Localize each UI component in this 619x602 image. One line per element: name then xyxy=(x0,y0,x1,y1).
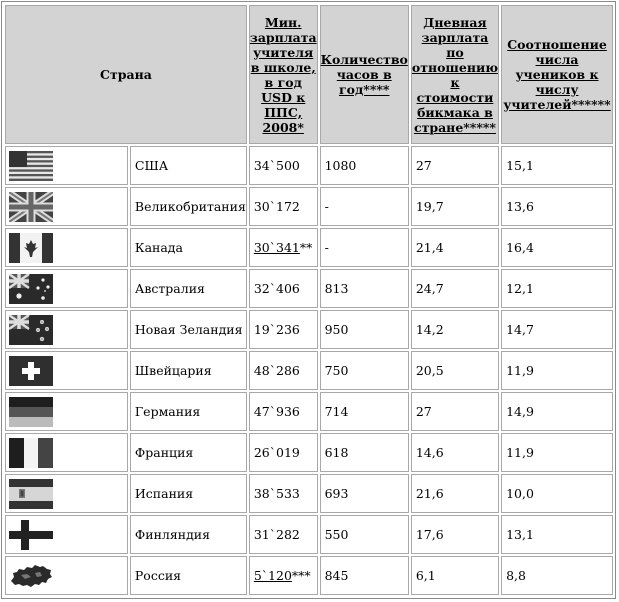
table-row xyxy=(5,392,613,431)
daily-cell: 21,4 xyxy=(411,228,499,267)
daily-cell: 19,7 xyxy=(411,187,499,226)
table-container xyxy=(1,1,616,599)
ratio-cell: 16,4 xyxy=(501,228,613,267)
salary-cell: 34`500 xyxy=(249,146,318,185)
flag-cell xyxy=(5,310,128,349)
daily-cell: 20,5 xyxy=(411,351,499,390)
hours-cell: 750 xyxy=(320,351,409,390)
daily-cell: 14,2 xyxy=(411,310,499,349)
flag-cell xyxy=(5,392,128,431)
daily-cell: 27 xyxy=(411,146,499,185)
country-cell: Великобритания xyxy=(130,187,247,226)
flag-cell xyxy=(5,146,128,185)
ratio-cell: 13,6 xyxy=(501,187,613,226)
salary-cell: 48`286 xyxy=(249,351,318,390)
header-hours: Количество часов в год**** xyxy=(320,5,409,144)
table-row xyxy=(5,187,613,226)
hours-cell: 845 xyxy=(320,556,409,595)
flag-cell xyxy=(5,474,128,513)
hours-cell: 618 xyxy=(320,433,409,472)
country-cell: Новая Зеландия xyxy=(130,310,247,349)
russia-map-icon xyxy=(9,561,53,591)
ratio-cell: 12,1 xyxy=(501,269,613,308)
flag-cell xyxy=(5,269,128,308)
table-row xyxy=(5,228,613,267)
switzerland-flag-icon xyxy=(9,356,53,386)
salary-cell: 31`282 xyxy=(249,515,318,554)
finland-flag-icon xyxy=(9,520,53,550)
table-row xyxy=(5,433,613,472)
country-cell: Австралия xyxy=(130,269,247,308)
france-flag-icon xyxy=(9,438,53,468)
flag-cell xyxy=(5,433,128,472)
ratio-cell: 15,1 xyxy=(501,146,613,185)
salary-cell: 30`172 xyxy=(249,187,318,226)
germany-flag-icon xyxy=(9,397,53,427)
ratio-cell: 11,9 xyxy=(501,351,613,390)
salary-cell: 47`936 xyxy=(249,392,318,431)
flag-cell xyxy=(5,515,128,554)
ratio-cell: 14,9 xyxy=(501,392,613,431)
uk-flag-icon xyxy=(9,192,53,222)
canada-flag-icon xyxy=(9,233,53,263)
usa-flag-icon xyxy=(9,151,53,181)
hours-cell: - xyxy=(320,187,409,226)
hours-cell: 714 xyxy=(320,392,409,431)
salary-cell: 5`120*** xyxy=(249,556,318,595)
country-cell: Франция xyxy=(130,433,247,472)
salary-cell: 30`341** xyxy=(249,228,318,267)
new-zealand-flag-icon xyxy=(9,315,53,345)
ratio-cell: 10,0 xyxy=(501,474,613,513)
hours-cell: 813 xyxy=(320,269,409,308)
flag-cell xyxy=(5,556,128,595)
country-cell: Россия xyxy=(130,556,247,595)
country-cell: Германия xyxy=(130,392,247,431)
country-cell: США xyxy=(130,146,247,185)
table-row xyxy=(5,556,613,595)
daily-cell: 24,7 xyxy=(411,269,499,308)
flag-cell xyxy=(5,351,128,390)
daily-cell: 14,6 xyxy=(411,433,499,472)
table-row xyxy=(5,351,613,390)
table-row xyxy=(5,269,613,308)
australia-flag-icon xyxy=(9,274,53,304)
spain-flag-icon xyxy=(9,479,53,509)
daily-cell: 27 xyxy=(411,392,499,431)
flag-cell xyxy=(5,228,128,267)
hours-cell: 550 xyxy=(320,515,409,554)
daily-cell: 17,6 xyxy=(411,515,499,554)
ratio-cell: 8,8 xyxy=(501,556,613,595)
country-cell: Швейцария xyxy=(130,351,247,390)
salary-cell: 26`019 xyxy=(249,433,318,472)
salary-cell: 38`533 xyxy=(249,474,318,513)
salary-cell: 19`236 xyxy=(249,310,318,349)
header-ratio: Соотношение числа учеников к числу учителей****** xyxy=(501,5,613,144)
ratio-cell: 11,9 xyxy=(501,433,613,472)
table-row xyxy=(5,474,613,513)
country-cell: Канада xyxy=(130,228,247,267)
daily-cell: 6,1 xyxy=(411,556,499,595)
country-cell: Финляндия xyxy=(130,515,247,554)
header-country: Страна xyxy=(5,5,247,144)
ratio-cell: 13,1 xyxy=(501,515,613,554)
hours-cell: 693 xyxy=(320,474,409,513)
flag-cell xyxy=(5,187,128,226)
hours-cell: - xyxy=(320,228,409,267)
daily-cell: 21,6 xyxy=(411,474,499,513)
header-daily: Дневная зарплата по отношению к стоимости бикмака в стране***** xyxy=(411,5,499,144)
hours-cell: 1080 xyxy=(320,146,409,185)
salary-cell: 32`406 xyxy=(249,269,318,308)
country-cell: Испания xyxy=(130,474,247,513)
teacher-salary-table xyxy=(3,3,615,597)
ratio-cell: 14,7 xyxy=(501,310,613,349)
table-row xyxy=(5,310,613,349)
hours-cell: 950 xyxy=(320,310,409,349)
table-row xyxy=(5,146,613,185)
table-row xyxy=(5,515,613,554)
header-salary: Мин. зарплата учителя в школе, в год USD к ППС, 2008* xyxy=(249,5,318,144)
